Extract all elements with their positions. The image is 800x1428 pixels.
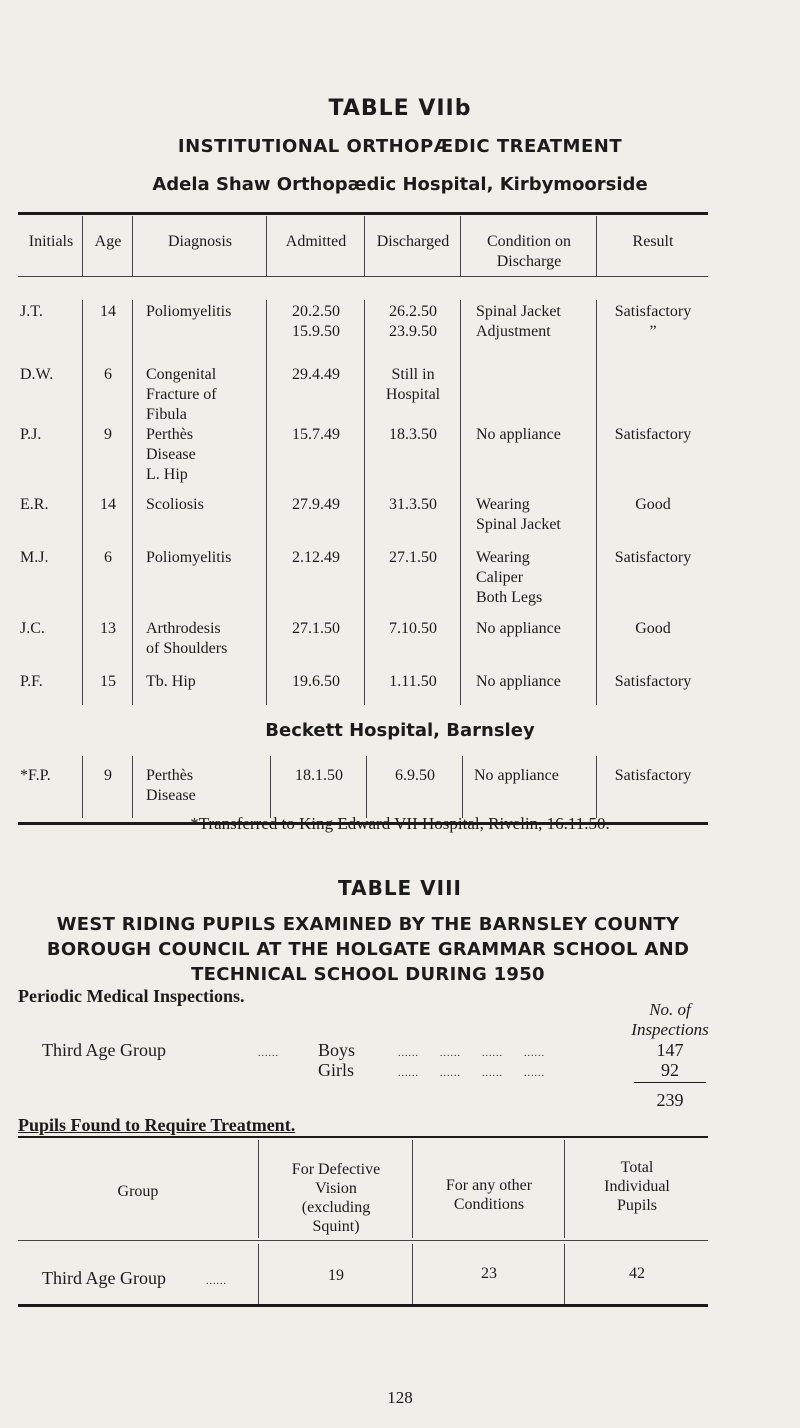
page-number: 128 [387, 1388, 413, 1407]
table-7-cell-admitted: 20.2.50 15.9.50 [292, 303, 340, 340]
total-rule [634, 1082, 706, 1083]
beckett-cell-age: 9 [104, 767, 112, 784]
col-divider [132, 756, 133, 818]
beckett-cell-diagnosis: Perthès Disease [146, 767, 196, 804]
header-bottom-rule [18, 276, 708, 277]
header-condition: Condition on Discharge [486, 233, 571, 270]
col-divider [266, 216, 267, 276]
no-of-inspections-label: No. of Inspections [631, 1000, 709, 1039]
table-7-hospital: Adela Shaw Orthopædic Hospital, Kirbymoorside [152, 174, 648, 195]
treatment-header-rule [18, 1240, 708, 1241]
leader-dots: ...... [258, 1048, 279, 1059]
col-divider [412, 1244, 413, 1304]
footnote: *Transferred to King Edward VII Hospital, Rivelin, 16.11.50. [190, 814, 610, 833]
table-7-cell-diagnosis: Tb. Hip [146, 673, 196, 690]
girls-count: 92 [661, 1060, 679, 1080]
table-7-cell-discharged: Still in Hospital [385, 366, 441, 403]
col-divider [258, 1140, 259, 1238]
table-8-title: TABLE VIII [338, 876, 462, 900]
col-divider [596, 300, 597, 705]
table-7-cell-admitted: 29.4.49 [292, 366, 340, 383]
col-divider [364, 300, 365, 705]
table-7-cell-discharged: 18.3.50 [389, 426, 437, 443]
boys-count: 147 [656, 1040, 684, 1060]
inspections-total: 239 [656, 1090, 684, 1110]
boys-label: Boys [318, 1040, 356, 1060]
table-7-cell-discharged: 26.2.50 23.9.50 [389, 303, 437, 340]
table-8-heading: WEST RIDING PUPILS EXAMINED BY THE BARNSLEY COUNTY BOROUGH COUNCIL AT THE HOLGATE GRAMMAR SCHOOL AND TECHNICAL SCHOOL DURING 1950 [46, 914, 690, 985]
table-7-cell-age: 15 [100, 673, 116, 690]
col-divider [82, 300, 83, 705]
col-divider [258, 1244, 259, 1304]
leader-dots: ...... ...... ...... ...... [398, 1048, 545, 1059]
table-7-cell-diagnosis: Poliomyelitis [146, 303, 232, 320]
beckett-cell-discharged: 6.9.50 [395, 767, 435, 784]
col-divider [412, 1140, 413, 1238]
table-7-cell-result: Satisfactory ” [614, 303, 692, 340]
table-7-cell-initials: J.T. [20, 303, 43, 320]
inspection-group-label: Third Age Group [42, 1040, 166, 1060]
col-divider [460, 216, 461, 276]
leader-dots: ...... ...... ...... ...... [398, 1068, 545, 1079]
header-admitted: Admitted [285, 233, 347, 250]
girls-label: Girls [318, 1060, 354, 1080]
treat-row-other: 23 [481, 1265, 497, 1282]
table-7-cell-condition: No appliance [476, 673, 561, 690]
table-7-cell-discharged: 7.10.50 [389, 620, 437, 637]
treatment-top-rule [18, 1136, 708, 1138]
header-diagnosis: Diagnosis [168, 233, 232, 250]
col-divider [460, 300, 461, 705]
col-divider [462, 756, 463, 818]
table-7-cell-admitted: 2.12.49 [292, 549, 340, 566]
table-7-cell-age: 6 [104, 549, 112, 566]
header-age: Age [94, 233, 122, 250]
table-7-cell-result: Good [635, 620, 671, 637]
treat-header-other: For any other Conditions [445, 1177, 533, 1213]
header-discharged: Discharged [376, 233, 450, 250]
beckett-cell-initials: *F.P. [20, 767, 51, 784]
beckett-cell-condition: No appliance [474, 767, 559, 784]
periodic-inspections-label: Periodic Medical Inspections. [18, 986, 245, 1006]
table-7-cell-discharged: 31.3.50 [389, 496, 437, 513]
col-divider [82, 216, 83, 276]
header-result: Result [632, 233, 674, 250]
beckett-heading: Beckett Hospital, Barnsley [265, 720, 535, 741]
table-7-cell-condition: Wearing Spinal Jacket [476, 496, 561, 533]
table-7-cell-condition: Wearing Caliper Both Legs [476, 549, 543, 606]
table-7-cell-age: 14 [100, 496, 116, 513]
col-divider [82, 756, 83, 818]
table-7-cell-age: 6 [104, 366, 112, 383]
col-divider [266, 300, 267, 705]
table-7-cell-diagnosis: Scoliosis [146, 496, 204, 513]
table-7-cell-initials: P.F. [20, 673, 43, 690]
col-divider [132, 300, 133, 705]
table-7-cell-condition: No appliance [476, 426, 561, 443]
col-divider [270, 756, 271, 818]
table-7-cell-condition: No appliance [476, 620, 561, 637]
col-divider [564, 1140, 565, 1238]
table-7-cell-diagnosis: Perthès Disease L. Hip [146, 426, 196, 483]
table-7-cell-age: 9 [104, 426, 112, 443]
treat-row-vision: 19 [328, 1267, 344, 1284]
table-7-cell-diagnosis: Congenital Fracture of Fibula [146, 366, 217, 423]
treat-header-vision: For Defective Vision (excluding Squint) [291, 1161, 381, 1235]
table-7-cell-admitted: 27.9.49 [292, 496, 340, 513]
table-7-cell-discharged: 27.1.50 [389, 549, 437, 566]
table-7-cell-diagnosis: Poliomyelitis [146, 549, 232, 566]
table-7-cell-initials: P.J. [20, 426, 42, 443]
table-7-cell-condition: Spinal Jacket Adjustment [476, 303, 561, 340]
treat-row-group: Third Age Group [42, 1268, 166, 1288]
table-7-cell-initials: J.C. [20, 620, 45, 637]
table-7-cell-admitted: 15.7.49 [292, 426, 340, 443]
col-divider [564, 1244, 565, 1304]
col-divider [364, 216, 365, 276]
table-7-cell-diagnosis: Arthrodesis of Shoulders [146, 620, 228, 657]
table-7-cell-discharged: 1.11.50 [389, 673, 437, 690]
col-divider [596, 756, 597, 818]
col-divider [596, 216, 597, 276]
table-7-cell-initials: M.J. [20, 549, 49, 566]
leader-dots: ...... [206, 1276, 227, 1287]
header-initials: Initials [28, 233, 74, 250]
table-7-cell-result: Satisfactory [614, 549, 692, 566]
beckett-cell-admitted: 18.1.50 [295, 767, 343, 784]
treatment-heading: Pupils Found to Require Treatment. [18, 1115, 296, 1135]
table-7-cell-result: Satisfactory [614, 673, 692, 690]
table-7-cell-result: Satisfactory [614, 426, 692, 443]
table-7-title: TABLE VIIb [328, 96, 472, 121]
table-7-cell-age: 14 [100, 303, 116, 320]
treatment-bottom-rule [18, 1304, 708, 1307]
table-7-cell-admitted: 27.1.50 [292, 620, 340, 637]
table-7-cell-initials: D.W. [20, 366, 54, 383]
treat-header-group: Group [117, 1183, 159, 1200]
table-7-top-rule [18, 212, 708, 215]
beckett-cell-result: Satisfactory [614, 767, 692, 784]
table-7-cell-age: 13 [100, 620, 116, 637]
table-7-cell-result: Good [635, 496, 671, 513]
table-7-cell-admitted: 19.6.50 [292, 673, 340, 690]
col-divider [366, 756, 367, 818]
col-divider [132, 216, 133, 276]
table-7-cell-initials: E.R. [20, 496, 49, 513]
table-7-subtitle: INSTITUTIONAL ORTHOPÆDIC TREATMENT [177, 136, 623, 157]
treat-row-total: 42 [629, 1265, 645, 1282]
treat-header-total: Total Individual Pupils [604, 1159, 670, 1214]
